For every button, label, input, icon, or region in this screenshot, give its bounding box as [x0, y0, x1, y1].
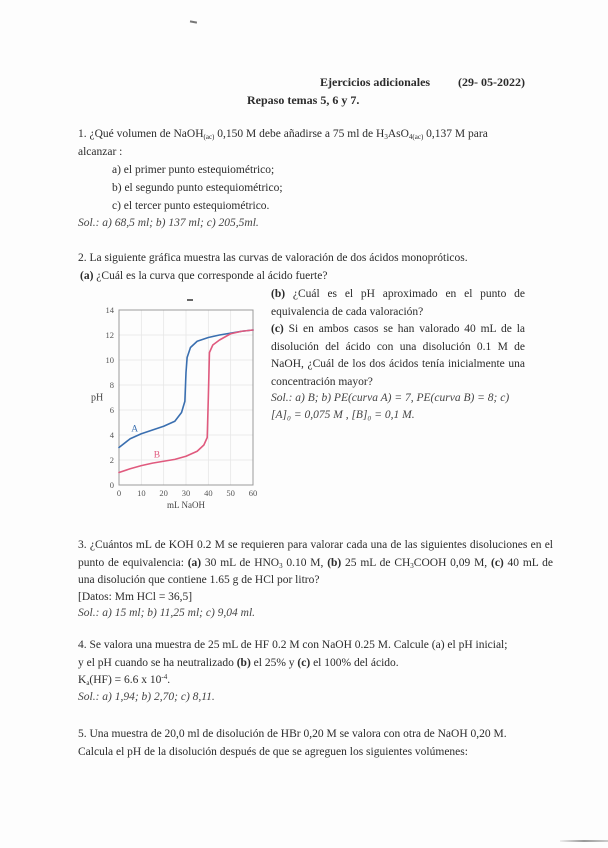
q2-part-c: (c) Si en ambos casos se han valorado 40 mL de la disolución del ácido con una disolución 0.1 M de NaOH, ¿Cuál de los dos ácidos tenía inicialmente una concentración mayor? [271, 323, 525, 388]
curve-label-a: A [131, 424, 139, 435]
y-axis-label: pH [91, 392, 104, 404]
q3-statement: 3. ¿Cuántos mL de KOH 0.2 M se requieren para valorar cada una de las siguientes disoluciones en el punto de equivalencia: (a) 30 mL de $HNO_3$ 0.10 M, (b) 25 mL de $CH_3COOH$ 0,09 M, (c) 40 mL de una disolución que contiene 1.65 g de HCl por litro? [78, 539, 554, 586]
q2-solution-line1: Sol.: a) B; b) PE(curva A) = 7, PE(curva B) = 8; c) [271, 392, 510, 404]
y-tick-label: 14 [105, 305, 114, 315]
q4-ka: $K_a(HF) = 6.6$ x $10^{-4}$. [78, 673, 171, 687]
x-tick-label: 0 [116, 488, 122, 498]
document-subtitle: Repaso temas 5, 6 y 7. [247, 93, 360, 107]
x-tick-label: 10 [137, 488, 146, 498]
q1-statement-cont: alcanzar : [78, 146, 123, 158]
q5-statement-line1: 5. Una muestra de 20,0 ml de disolución de HBr 0,20 M se valora con otra de NaOH 0,20 M. [78, 728, 507, 740]
y-tick-label: 10 [105, 355, 114, 365]
q1-statement: 1. ¿Qué volumen de NaOH$_{(ac)}$ 0,150 M debe añadirse a 75 ml de $H_3AsO_{4(ac)}$ 0,137 M para [78, 128, 488, 141]
document-title: Ejercicios adicionales [320, 75, 431, 89]
q1-item-a: a) el primer punto estequiométrico; [112, 164, 275, 176]
x-tick-label: 20 [159, 488, 168, 498]
page-edge [560, 840, 608, 842]
q1-item-c: c) el tercer punto estequiométrico. [112, 200, 270, 212]
x-tick-label: 40 [204, 488, 213, 498]
scan-artifact [190, 20, 197, 23]
y-tick-label: 2 [109, 455, 114, 465]
q4-statement-line2: y el pH cuando se ha neutralizado (b) el 25% y (c) el 100% del ácido. [78, 657, 399, 669]
x-axis-label: mL NaOH [167, 500, 205, 510]
q2-intro: 2. La siguiente gráfica muestra las curvas de valoración de dos ácidos monopróticos. [78, 252, 468, 264]
q2-solution-line2: [A]₀ = 0,075 M , [B]₀ = 0,1 M. [271, 409, 415, 421]
q2-part-a: (a) ¿Cuál es la curva que corresponde al ácido fuerte? [80, 270, 328, 282]
x-tick-label: 50 [226, 488, 235, 498]
titration-chart-svg [85, 300, 270, 515]
curve-label-b: B [153, 450, 161, 461]
q4-statement-line1: 4. Se valora una muestra de 25 mL de HF 0.2 M con NaOH 0.25 M. Calcule (a) el pH inicial; [78, 639, 508, 651]
document-date: (29- 05-2022) [458, 75, 525, 89]
y-tick-label: 8 [109, 380, 114, 390]
q2-part-b: (b) ¿Cuál es el pH aproximado en el punto de equivalencia de cada valoración? [271, 288, 525, 318]
q1-solution: Sol.: a) 68,5 ml; b) 137 ml; c) 205,5ml. [78, 217, 259, 229]
y-tick-label: 0 [109, 480, 114, 490]
y-tick-label: 4 [109, 430, 114, 440]
q3-solution: Sol.: a) 15 ml; b) 11,25 ml; c) 9,04 ml. [78, 607, 256, 619]
y-tick-label: 12 [105, 330, 114, 340]
x-tick-label: 30 [181, 488, 191, 498]
titration-chart [85, 300, 270, 515]
q3-data: [Datos: Mm HCl = 36,5] [78, 591, 193, 603]
q4-solution: Sol.: a) 1,94; b) 2,70; c) 8,11. [78, 691, 215, 703]
y-tick-label: 6 [109, 405, 114, 415]
q1-item-b: b) el segundo punto estequiométrico; [112, 182, 283, 194]
q5-statement-line2: Calcula el pH de la disolución después de que se agreguen los siguientes volúmenes: [78, 746, 468, 758]
x-tick-label: 60 [248, 488, 258, 498]
